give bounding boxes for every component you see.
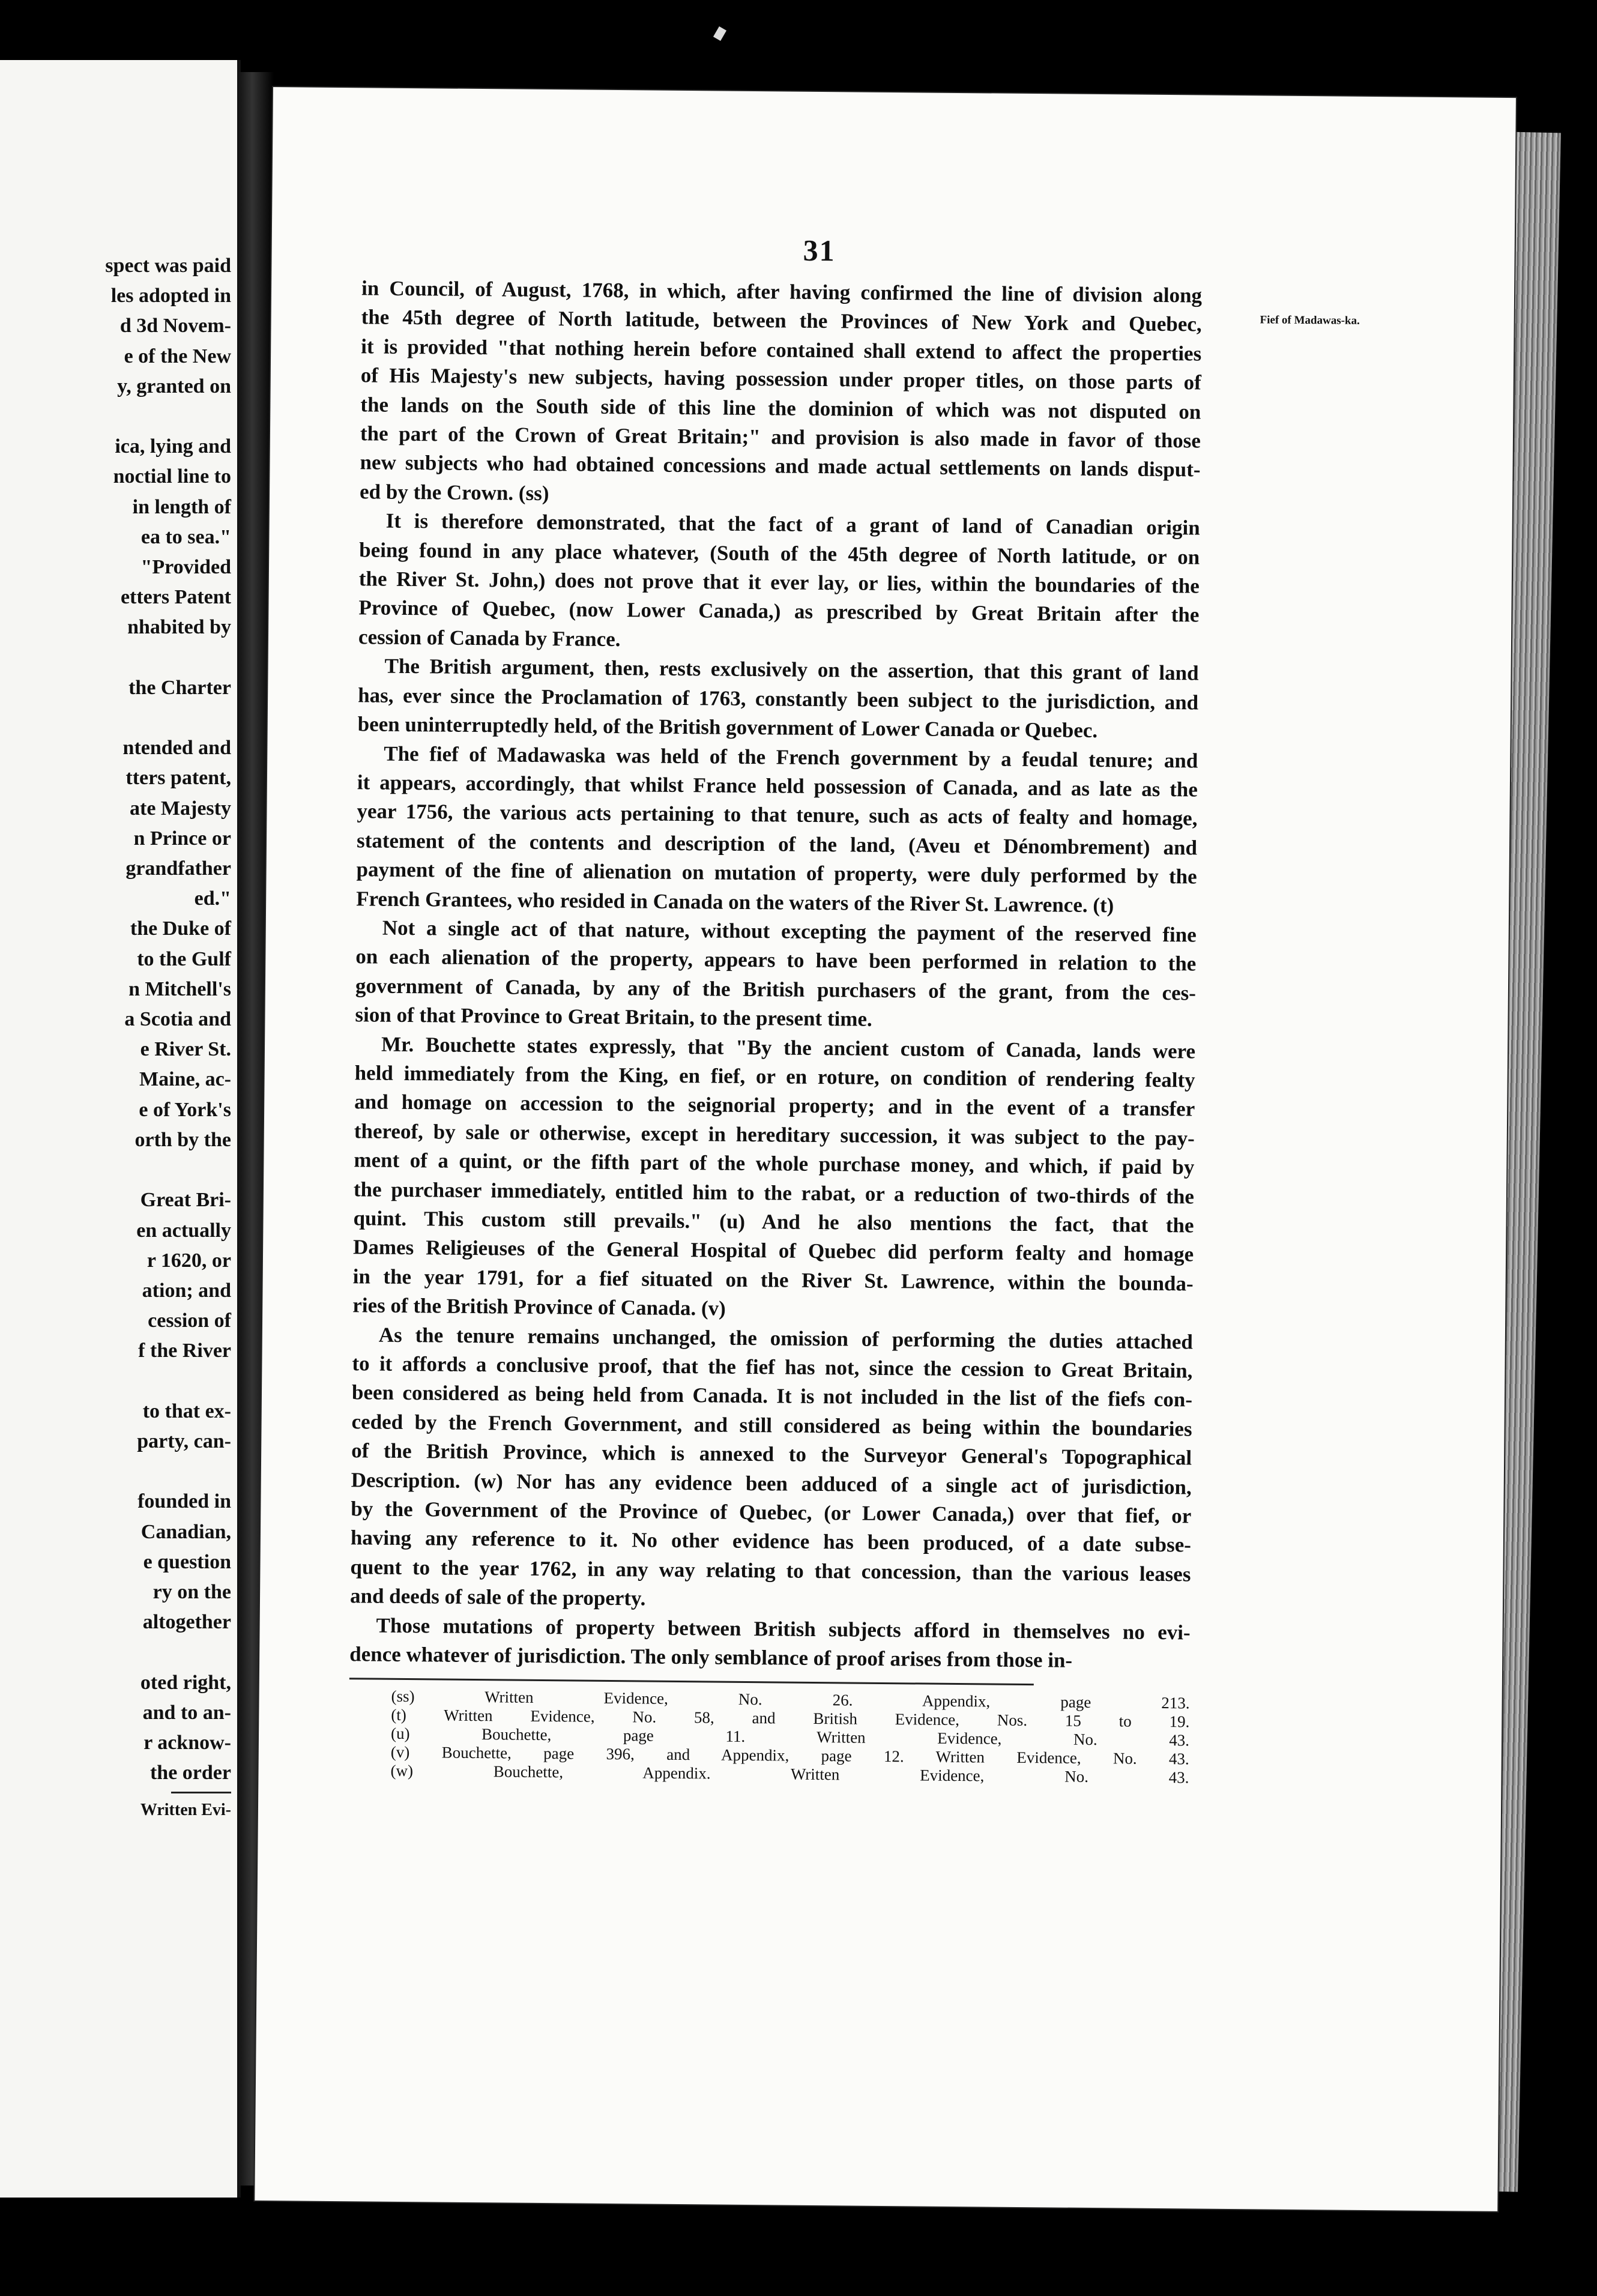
paragraph: [358, 507, 1200, 659]
paragraph: [352, 1030, 1195, 1328]
text-line: it is provided "that nothing herein before contained shall extend to affect the properties: [361, 334, 1202, 366]
text-line: quint. This custom still prevails." (u) And he also mentions the fact, that the: [353, 1206, 1194, 1237]
facing-line: [15, 402, 231, 432]
facing-line: spect was paid: [105, 255, 231, 277]
footnote: (u) Bouchette, page 11. Written Evidence, No. 43.: [390, 1724, 1190, 1749]
facing-line: ate Majesty: [130, 797, 231, 820]
text-line: of His Majesty's new subjects, having possession under proper titles, on those parts of: [360, 363, 1201, 394]
facing-footnote-rule: [171, 1792, 231, 1793]
text-line: thereof, by sale or otherwise, except in hereditary succession, it was subject to the pay-: [354, 1119, 1195, 1150]
footnote: (ss) Written Evidence, No. 26. Appendix, page 213.: [391, 1687, 1190, 1712]
paragraph: [349, 1611, 1191, 1676]
facing-line: etters Patent: [120, 586, 231, 609]
text-line: statement of the contents and description of the land, (Aveu et Dénombrement) and: [356, 828, 1198, 860]
text-line: on each alienation of the property, appears to have been performed in relation to the: [355, 944, 1197, 976]
text-line: to it affords a conclusive proof, that the fief has not, since the cession to Great Britain,: [352, 1352, 1193, 1383]
facing-line: ed.": [194, 887, 231, 910]
facing-footnote: Written Evi-: [140, 1801, 231, 1820]
facing-line: founded in: [137, 1490, 231, 1513]
text-line: Those mutations of property between British subjects afford in themselves no evi-: [376, 1613, 1191, 1645]
footnote: (v) Bouchette, page 396, and Appendix, page 12. Written Evidence, No. 43.: [390, 1742, 1189, 1768]
page-31: [255, 87, 1516, 2211]
facing-line: ea to sea.": [140, 525, 231, 548]
text-line: Description. (w) Nor has any evidence been adduced of a single act of jurisdiction,: [351, 1467, 1192, 1499]
text-line: has, ever since the Proclamation of 1763, constantly been subject to the jurisdiction, and: [357, 683, 1199, 714]
facing-line: Canadian,: [140, 1520, 231, 1543]
text-line: year 1756, the various acts pertaining to that tenure, such as acts of fealty and homage,: [357, 799, 1198, 830]
facing-line: ica, lying and: [115, 435, 231, 458]
facing-line: to the Gulf: [137, 947, 231, 970]
text-line: by the Government of the Province of Quebec, (or Lower Canada,) over that fief, or: [351, 1497, 1192, 1528]
text-line: ries of the British Province of Canada. (v): [352, 1293, 726, 1320]
facing-line: to that ex-: [142, 1400, 231, 1422]
paragraph: [358, 652, 1199, 746]
footnote: (t) Written Evidence, No. 58, and British Evidence, Nos. 15 to 19.: [391, 1705, 1190, 1730]
footnotes: [348, 1687, 1189, 1787]
text-line: new subjects who had obtained concessions and made actual settlements on lands disput-: [360, 450, 1201, 482]
text-line: French Grantees, who resided in Canada on the waters of the River St. Lawrence. (t): [356, 886, 1114, 917]
text-line: the 45th degree of North latitude, between the Provinces of New York and Quebec,: [361, 305, 1202, 336]
facing-line: the Charter: [128, 676, 231, 699]
text-line: held immediately from the King, en fief, or en roture, on condition of rendering fealty: [354, 1061, 1195, 1092]
text-line: been uninterruptedly held, of the British government of Lower Canada or Quebec.: [357, 712, 1098, 743]
facing-line: [15, 1367, 231, 1397]
text-line: and homage on accession to the seignorial property; and in the event of a transfer: [354, 1090, 1195, 1121]
paragraph: [350, 1320, 1193, 1618]
paragraph: [356, 739, 1198, 921]
page-number: 31: [803, 233, 836, 268]
text-line: government of Canada, by any of the British purchasers of the grant, from the ces-: [355, 974, 1197, 1005]
text-line: Mr. Bouchette states expressly, that "By the ancient custom of Canada, lands were: [381, 1032, 1196, 1063]
text-line: of the British Province, which is annexed to the Surveyor General's Topographical: [351, 1439, 1192, 1470]
facing-line: altogether: [142, 1611, 231, 1634]
facing-line: n Prince or: [133, 827, 231, 850]
paragraph: [360, 274, 1202, 513]
paragraphs: [349, 274, 1202, 1676]
text-line: ment of a quint, or the fifth part of the whole purchase money, and which, if paid by: [354, 1148, 1195, 1179]
text-line: As the tenure remains unchanged, the omission of performing the duties attached: [378, 1323, 1193, 1354]
text-line: it appears, accordingly, that whilst France held possession of Canada, and as late as the: [357, 770, 1198, 802]
facing-line: e of the New: [124, 345, 231, 367]
facing-line: "Provided: [140, 556, 231, 579]
paragraph: [355, 913, 1197, 1037]
facing-line: ntended and: [122, 737, 231, 760]
facing-line: ation; and: [142, 1279, 231, 1302]
text-line: dence whatever of jurisdiction. The only semblance of proof arises from those in-: [349, 1642, 1073, 1672]
facing-line: y, granted on: [117, 375, 231, 397]
text-line: being found in any place whatever, (South of the 45th degree of North latitude, or on: [359, 537, 1200, 569]
text-line: sion of that Province to Great Britain, to the present time.: [355, 1003, 872, 1031]
facing-line: cession of: [148, 1310, 231, 1332]
text-line: in Council, of August, 1768, in which, after having confirmed the line of division along: [361, 276, 1203, 307]
facing-page-left: [0, 60, 241, 2198]
facing-line: oted right,: [140, 1671, 231, 1694]
text-line: ceded by the French Government, and still considered as being within the boundaries: [351, 1410, 1192, 1441]
text-line: The fief of Madawaska was held of the French government by a feudal tenure; and: [384, 742, 1198, 772]
facing-line: f the River: [138, 1340, 231, 1362]
facing-line: r acknow-: [143, 1731, 231, 1754]
facing-line: [15, 1155, 231, 1185]
facing-line: and to an-: [142, 1701, 231, 1724]
text-line: It is therefore demonstrated, that the fact of a grant of land of Canadian origin: [385, 509, 1200, 540]
text-line: quent to the year 1762, in any way relating to that concession, than the various leases: [350, 1555, 1191, 1586]
facing-line: grandfather: [125, 857, 231, 880]
text-line: been considered as being held from Canada. It is not included in the list of the fiefs con-: [351, 1380, 1193, 1412]
facing-line: e of York's: [139, 1098, 231, 1121]
facing-line: a Scotia and: [124, 1008, 231, 1031]
text-line: the part of the Crown of Great Britain;" and provision is also made in favor of those: [360, 421, 1201, 453]
margin-note: Fief of Madawas-ka.: [1260, 313, 1360, 327]
facing-line: d 3d Novem-: [119, 315, 231, 337]
facing-line: the order: [149, 1762, 231, 1784]
facing-line: e River St.: [140, 1038, 231, 1061]
facing-line: n Mitchell's: [128, 977, 231, 1000]
facing-line: ry on the: [152, 1580, 231, 1603]
footnote-rule: [349, 1678, 1034, 1685]
facing-line: the Duke of: [130, 917, 231, 940]
facing-line: [15, 703, 231, 733]
text-line: ed by the Crown. (ss): [359, 480, 549, 505]
text-line: Province of Quebec, (now Lower Canada,) as prescribed by Great Britain after the: [358, 596, 1200, 627]
facing-line: Maine, ac-: [139, 1068, 231, 1091]
facing-line: en actually: [136, 1219, 231, 1242]
text-line: and deeds of sale of the property.: [349, 1584, 646, 1610]
facing-line: [15, 1637, 231, 1667]
facing-line: e question: [143, 1550, 231, 1573]
facing-line: r 1620, or: [146, 1249, 231, 1272]
text-line: the purchaser immediately, entitled him to the rabat, or a reduction of two-thirds of the: [353, 1177, 1195, 1209]
body-text: [348, 274, 1202, 1787]
facing-line: noctial line to: [113, 465, 231, 488]
facing-line: [15, 643, 231, 673]
facing-line: nhabited by: [127, 616, 231, 639]
facing-line: les adopted in: [110, 285, 231, 307]
text-line: payment of the fine of alienation on mutation of property, were duly performed by the: [356, 857, 1197, 889]
facing-line: in length of: [132, 495, 231, 518]
facing-line: party, can-: [137, 1430, 231, 1452]
text-line: cession of Canada by France.: [358, 625, 621, 651]
facing-line: Great Bri-: [140, 1189, 231, 1212]
text-line: Dames Religieuses of the General Hospital of Quebec did perform fealty and homage: [352, 1235, 1194, 1266]
facing-line: tters patent,: [125, 767, 231, 790]
facing-line: orth by the: [134, 1128, 231, 1151]
text-line: in the year 1791, for a fief situated on the River St. Lawrence, within the bounda-: [352, 1264, 1194, 1296]
text-line: Not a single act of that nature, without excepting the payment of the reserved fine: [382, 916, 1197, 947]
footnote: (w) Bouchette, Appendix. Written Evidence, No. 43.: [390, 1761, 1189, 1786]
facing-page-text: [15, 251, 231, 1822]
text-line: The British argument, then, rests exclusively on the assertion, that this grant of land: [384, 654, 1199, 685]
facing-line: [15, 1457, 231, 1487]
text-line: having any reference to it. No other evidence has been produced, of a date subse-: [350, 1526, 1192, 1557]
scan-speck: [713, 26, 726, 41]
text-line: the lands on the South side of this line the dominion of which was not disputed on: [360, 392, 1201, 424]
text-line: the River St. John,) does not prove that it ever lay, or lies, within the boundaries of the: [358, 567, 1200, 598]
